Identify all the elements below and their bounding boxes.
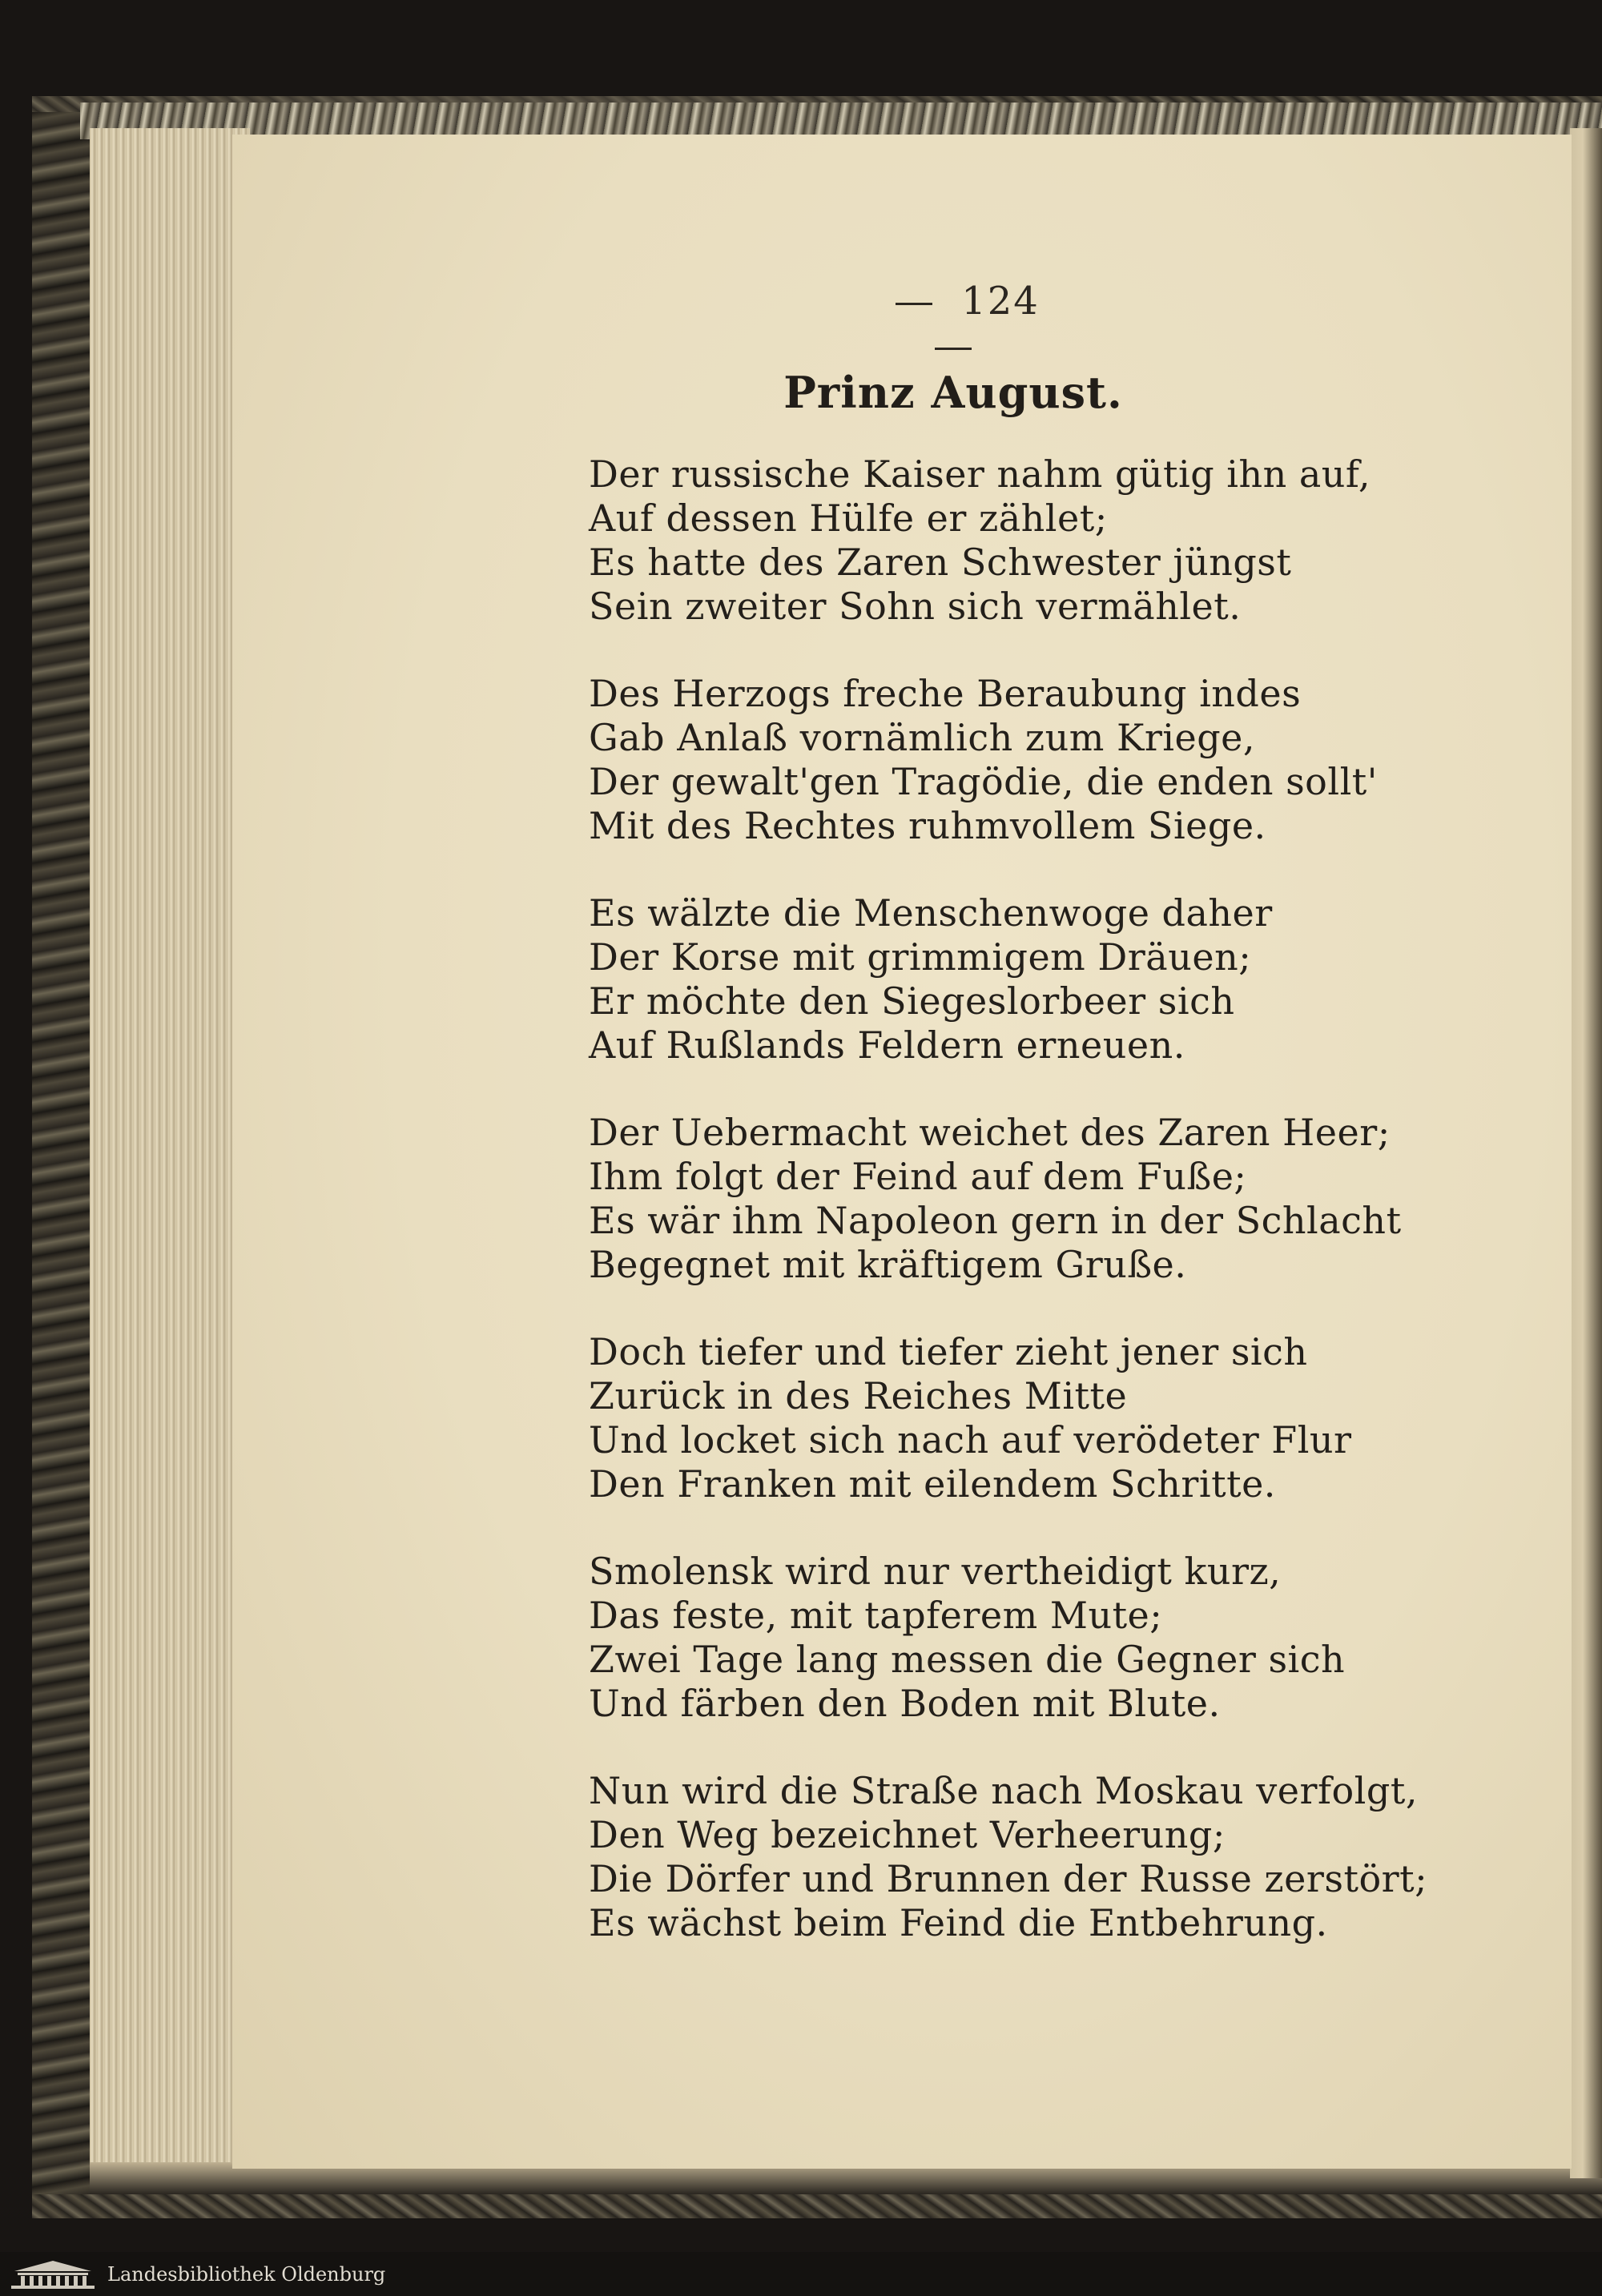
stanza (589, 452, 1390, 629)
stanza (589, 672, 1390, 848)
verse-line: Der russische Kaiser nahm gütig ihn auf, (589, 452, 1371, 496)
verse-line: Den Franken mit eilendem Schritte. (589, 1462, 1276, 1506)
stanza (589, 1330, 1390, 1506)
verse-line: Gab Anlaß vornämlich zum Kriege, (589, 716, 1256, 759)
verse-line: Des Herzogs freche Beraubung indes (589, 672, 1302, 715)
library-name: Landesbibliothek Oldenburg (107, 2263, 386, 2286)
page-gutter (1570, 128, 1602, 2178)
verse-line: Mit des Rechtes ruhmvollem Siege. (589, 804, 1266, 847)
stanza (589, 1769, 1428, 1945)
verse-line: Und färben den Boden mit Blute. (589, 1682, 1221, 1725)
verse-line: Den Weg bezeichnet Verheerung; (589, 1813, 1226, 1856)
verse-line: Das feste, mit tapferem Mute; (589, 1594, 1163, 1637)
poem-title: Prinz August. (783, 367, 1123, 418)
page-number-dash-left (896, 303, 932, 305)
verse-line: Die Dörfer und Brunnen der Russe zerstört; (589, 1857, 1428, 1900)
verse-line: Es wächst beim Feind die Entbehrung. (589, 1901, 1328, 1944)
verse-line: Und locket sich nach auf verödeter Flur (589, 1418, 1352, 1462)
verse-line: Der Uebermacht weichet des Zaren Heer; (589, 1111, 1391, 1154)
verse-line: Der Korse mit grimmigem Dräuen; (589, 935, 1252, 979)
verse-line: Es hatte des Zaren Schwester jüngst (589, 541, 1292, 584)
verse-line: Nun wird die Straße nach Moskau verfolgt, (589, 1769, 1418, 1812)
page-number-value: 124 (961, 279, 1040, 324)
verse-line: Es wär ihm Napoleon gern in der Schlacht (589, 1199, 1402, 1242)
page-stack-edge (90, 128, 250, 2178)
verse-line: Zwei Tage lang messen die Gegner sich (589, 1638, 1346, 1681)
verse-line: Auf dessen Hülfe er zählet; (589, 497, 1108, 540)
verse-line: Es wälzte die Menschenwoge daher (589, 891, 1273, 935)
verse-line: Smolensk wird nur vertheidigt kurz, (589, 1550, 1282, 1593)
verse-line: Doch tiefer und tiefer zieht jener sich (589, 1330, 1308, 1373)
verse-line: Er möchte den Siegeslorbeer sich (589, 979, 1235, 1023)
verse-line: Sein zweiter Sohn sich vermählet. (589, 585, 1242, 628)
verse-line: Der gewalt'gen Tragödie, die enden sollt' (589, 760, 1378, 803)
verse-line: Begegnet mit kräftigem Gruße. (589, 1243, 1187, 1286)
library-building-icon (10, 2258, 96, 2290)
book-spine-edge (32, 112, 96, 2194)
stanza (589, 1111, 1402, 1287)
poem-body (589, 452, 1428, 1988)
verse-line: Auf Rußlands Feldern erneuen. (589, 1023, 1185, 1067)
verse-line: Ihm folgt der Feind auf dem Fuße; (589, 1155, 1247, 1198)
page-number-dash-right (935, 348, 972, 350)
page-number (833, 279, 1073, 368)
verse-line: Zurück in des Reiches Mitte (589, 1374, 1128, 1417)
stanza (589, 1550, 1390, 1726)
stanza (589, 891, 1390, 1068)
